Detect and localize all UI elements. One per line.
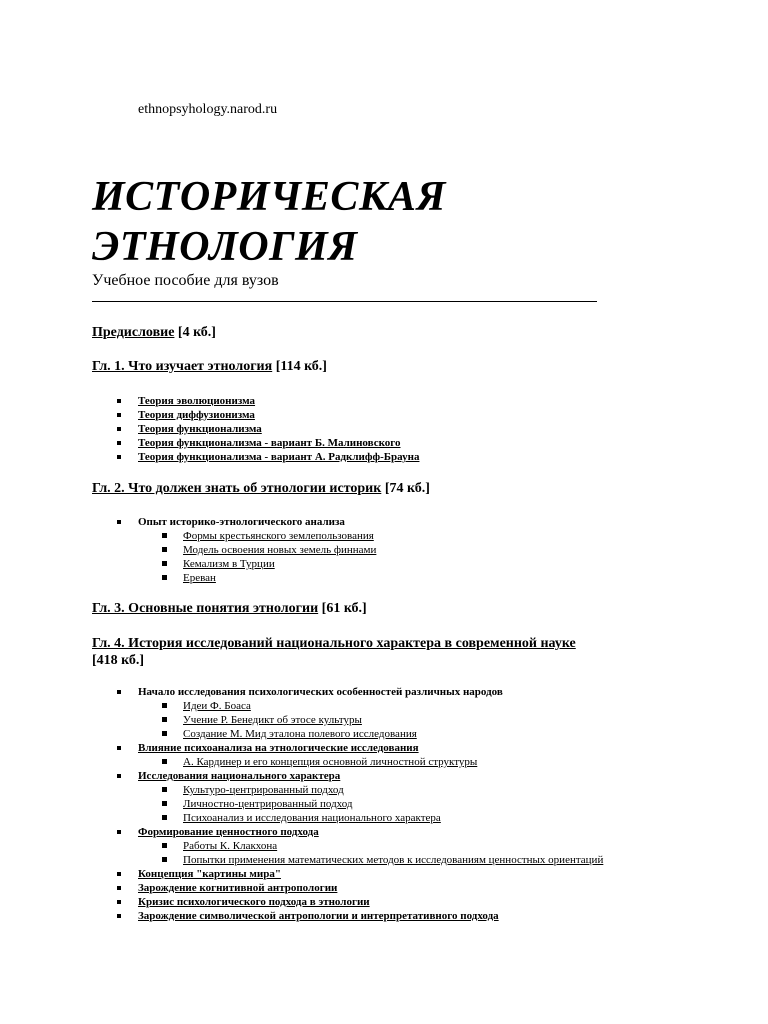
site-url: ethnopsyhology.narod.ru bbox=[138, 102, 278, 117]
list-item[interactable]: Кризис психологического подхода в этнологии bbox=[117, 895, 613, 909]
chapter-3-size: [61 кб.] bbox=[321, 601, 367, 616]
list-item[interactable]: Работы К. Клакхона bbox=[162, 839, 613, 853]
list-group[interactable]: Формирование ценностного подхода Работы К. Клакхона Попытки применения математических методов к исследованиям ценностных ориентаций bbox=[117, 825, 613, 867]
chapter-4-size: [418 кб.] bbox=[92, 653, 145, 668]
list-item[interactable]: Личностно-центрированный подход bbox=[162, 797, 613, 811]
sublist bbox=[162, 839, 613, 867]
sublist bbox=[162, 529, 376, 585]
list-item[interactable]: Теория эволюционизма bbox=[117, 394, 419, 408]
preface-size: [4 кб.] bbox=[177, 325, 216, 340]
preface-link[interactable]: Предисловие bbox=[92, 325, 175, 340]
horizontal-rule bbox=[92, 301, 597, 302]
list-group[interactable]: Влияние психоанализа на этнологические исследования А. Кардинер и его концепция основной личностной структуры bbox=[117, 741, 613, 769]
list-item[interactable]: Культуро-центрированный подход bbox=[162, 783, 613, 797]
subtitle: Учебное пособие для вузов bbox=[92, 272, 279, 289]
list-item[interactable]: Теория функционализма - вариант А. Радклифф-Брауна bbox=[117, 450, 419, 464]
sublist bbox=[162, 783, 613, 825]
list-item[interactable]: Ереван bbox=[162, 571, 376, 585]
list-item[interactable]: Модель освоения новых земель финнами bbox=[162, 543, 376, 557]
list-item[interactable]: Идеи Ф. Боаса bbox=[162, 699, 613, 713]
chapter-2-list bbox=[117, 515, 376, 585]
chapter-2-heading bbox=[92, 481, 652, 497]
list-item[interactable]: Концепция "картины мира" bbox=[117, 867, 613, 881]
list-item[interactable]: Формы крестьянского землепользования bbox=[162, 529, 376, 543]
list-group: Опыт историко-этнологического анализа Формы крестьянского землепользования Модель освоения новых земель финнами Кемализм в Турции Ереван bbox=[117, 515, 376, 585]
chapter-1-link[interactable]: Гл. 1. Что изучает этнология bbox=[92, 359, 273, 374]
chapter-3-heading bbox=[92, 601, 652, 617]
title-line-2: ЭТНОЛОГИЯ bbox=[92, 224, 358, 270]
chapter-1-heading bbox=[92, 359, 652, 375]
sublist bbox=[162, 755, 613, 769]
list-item[interactable]: Зарождение когнитивной антропологии bbox=[117, 881, 613, 895]
list-item[interactable]: Создание М. Мид эталона полевого исследования bbox=[162, 727, 613, 741]
title-line-1: ИСТОРИЧЕСКАЯ bbox=[92, 174, 446, 220]
chapter-4-list bbox=[117, 685, 613, 923]
chapter-4-heading bbox=[92, 635, 652, 669]
chapter-2-size: [74 кб.] bbox=[384, 481, 430, 496]
preface-heading bbox=[92, 325, 652, 341]
chapter-1-list bbox=[117, 394, 419, 464]
list-item[interactable]: Теория функционализма bbox=[117, 422, 419, 436]
sublist bbox=[162, 699, 613, 741]
page-title bbox=[92, 172, 446, 272]
list-group: Начало исследования психологических особенностей различных народов Идеи Ф. Боаса Учение Р. Бенедикт об этосе культуры Создание М. Мид эталона полевого исследования bbox=[117, 685, 613, 741]
list-item[interactable]: Кемализм в Турции bbox=[162, 557, 376, 571]
list-item[interactable]: Психоанализ и исследования национального характера bbox=[162, 811, 613, 825]
list-item[interactable]: Учение Р. Бенедикт об этосе культуры bbox=[162, 713, 613, 727]
list-item[interactable]: Теория диффузионизма bbox=[117, 408, 419, 422]
chapter-1-size: [114 кб.] bbox=[275, 359, 327, 374]
list-item[interactable]: Теория функционализма - вариант Б. Малиновского bbox=[117, 436, 419, 450]
list-item[interactable]: Зарождение символической антропологии и интерпретативного подхода bbox=[117, 909, 613, 923]
chapter-3-link[interactable]: Гл. 3. Основные понятия этнологии bbox=[92, 601, 319, 616]
chapter-2-link[interactable]: Гл. 2. Что должен знать об этнологии историк bbox=[92, 481, 382, 496]
list-item[interactable]: А. Кардинер и его концепция основной личностной структуры bbox=[162, 755, 613, 769]
list-group[interactable]: Исследования национального характера Культуро-центрированный подход Личностно-центрированный подход Психоанализ и исследования национального характера bbox=[117, 769, 613, 825]
list-item[interactable]: Попытки применения математических методов к исследованиям ценностных ориентаций bbox=[162, 853, 613, 867]
chapter-4-link[interactable]: Гл. 4. История исследований национального характера в современной науке bbox=[92, 636, 576, 651]
